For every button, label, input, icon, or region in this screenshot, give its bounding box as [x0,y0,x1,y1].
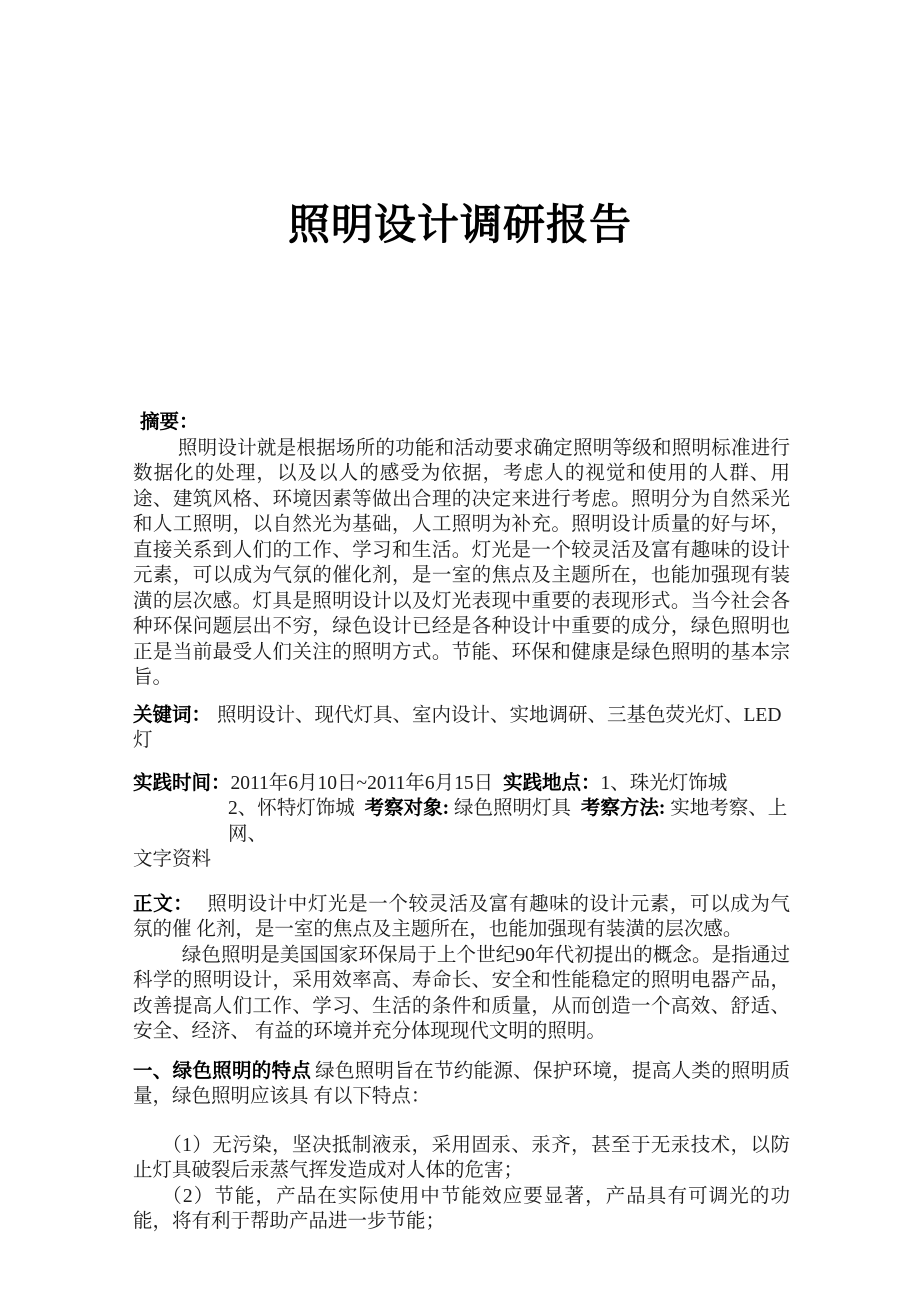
feature-item-2: （2）节能，产品在实际使用中节能效应要显著，产品具有可调光的功能，将有利于帮助产品进一步节能； [133,1185,790,1232]
abstract-paragraph: 照明设计就是根据场所的功能和活动要求确定照明等级和照明标准进行数据化的处理，以及以人的感受为依据，考虑人的视觉和使用的人群、用途、建筑风格、环境因素等做出合理的决定来进行考虑。照明分为自然采光和人工照明，以自然光为基础，人工照明为补充。照明设计质量的好与坏，直接关系到人们的工作、学习和生活。灯光是一个较灵活及富有趣味的设计元素，可以成为气氛的催化剂，是一室的焦点及主题所在，也能加强现有装潢的层次感。灯具是照明设计以及灯光表现中重要的表现形式。当今社会各种环保问题层出不穷，绿色设计已经是各种设计中重要的成分，绿色照明也正是当前最受人们关注的照明方式。节能、环保和健康是绿色照明的基本宗旨。 [133,437,790,688]
section-1-heading: 一、绿色照明的特点 [133,1060,312,1082]
document-title: 照明设计调研报告 [287,201,632,248]
abstract-label-line [133,410,790,436]
main-text-label: 正文： [133,893,194,915]
main-text-paragraph-1-text: 照明设计中灯光是一个较灵活及富有趣味的设计元素，可以成为气氛的催 化剂，是一室的焦点及主题所在，也能加强现有装潢的层次感。 [133,893,790,940]
survey-object-label: 考察对象: [364,798,450,819]
practice-time-value: 2011年6月10日~2011年6月15日 [230,772,494,794]
keywords-text: 照明设计、现代灯具、室内设计、实地调研、三基色荧光灯、LED灯 [133,704,782,751]
practice-place-label: 实践地点： [503,772,601,794]
feature-item-1: （1）无污染，坚决抵制液汞，采用固汞、汞齐，甚至于无汞技术，以防止灯具破裂后汞蒸气挥发造成对人体的危害； [133,1134,790,1181]
practice-line-1 [133,771,790,797]
section-1-intro: 绿色照明旨在节约能源、保护环境，提高人类的照明质量，绿色照明应该具 有以下特点： [133,1060,790,1107]
document-body [133,410,790,1235]
survey-method-label: 考察方法: [580,798,666,819]
practice-info-block [133,771,790,873]
practice-place-item-1: 1、珠光灯饰城 [600,772,728,794]
survey-method-value: 实地考察、上网、 [228,798,788,845]
practice-line-3 [133,847,790,873]
survey-method-value-continued: 文字资料 [133,849,212,870]
practice-place-item-2: 2、怀特灯饰城 [228,798,355,819]
keywords-line [133,703,790,754]
keywords-label: 关键词： [133,704,212,726]
survey-object-value: 绿色照明灯具 [454,798,572,819]
section-1-line [133,1059,790,1110]
main-text-paragraph-2: 绿色照明是美国国家环保局于上个世纪90年代初提出的概念。是指通过科学的照明设计，采用效率高、寿命长、安全和性能稳定的照明电器产品，改善提高人们工作、学习、生活的条件和质量，从而创造一个高效、舒适、安全、经济、 有益的环境并充分体现现代文明的照明。 [133,944,790,1042]
feature-list [133,1133,790,1235]
practice-line-2 [133,796,790,847]
abstract-label: 摘要： [140,412,199,433]
practice-time-label: 实践时间： [133,772,231,794]
main-text-paragraph-1 [133,892,790,943]
